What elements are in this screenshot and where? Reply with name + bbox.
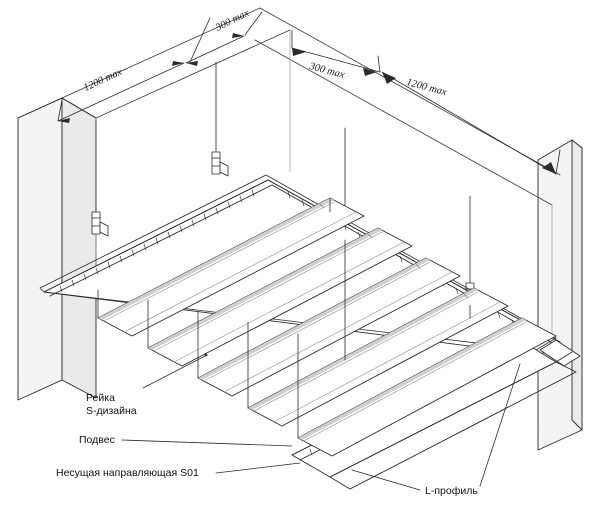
dimension-label-1200-right: 1200 max (405, 77, 448, 99)
callout-l-profil (425, 485, 478, 498)
callout-nesushaya-s01 (56, 467, 199, 480)
callout-reika-line1: Рейка (86, 392, 115, 404)
callout-reika-s-design (86, 392, 137, 418)
carrier-rail-near (292, 340, 556, 477)
hanger-clip (92, 212, 108, 236)
left-wall (18, 98, 96, 400)
dimension-label-300-left: 300 max (214, 7, 251, 34)
callout-lprofil-line1: L-профиль (425, 485, 478, 497)
dimension-label-1200-left: 1200 max (82, 66, 124, 94)
dimension-label-300-right: 300 max (308, 61, 346, 81)
hanger-clip (212, 152, 228, 176)
callout-reika-line2: S-дизайна (86, 405, 137, 417)
callout-s01-line1: Несущая направляющая S01 (56, 467, 199, 479)
callout-podves (79, 434, 115, 447)
right-wall (538, 140, 582, 450)
ceiling-plane (62, 8, 560, 205)
callout-podves-line1: Подвес (79, 434, 115, 446)
